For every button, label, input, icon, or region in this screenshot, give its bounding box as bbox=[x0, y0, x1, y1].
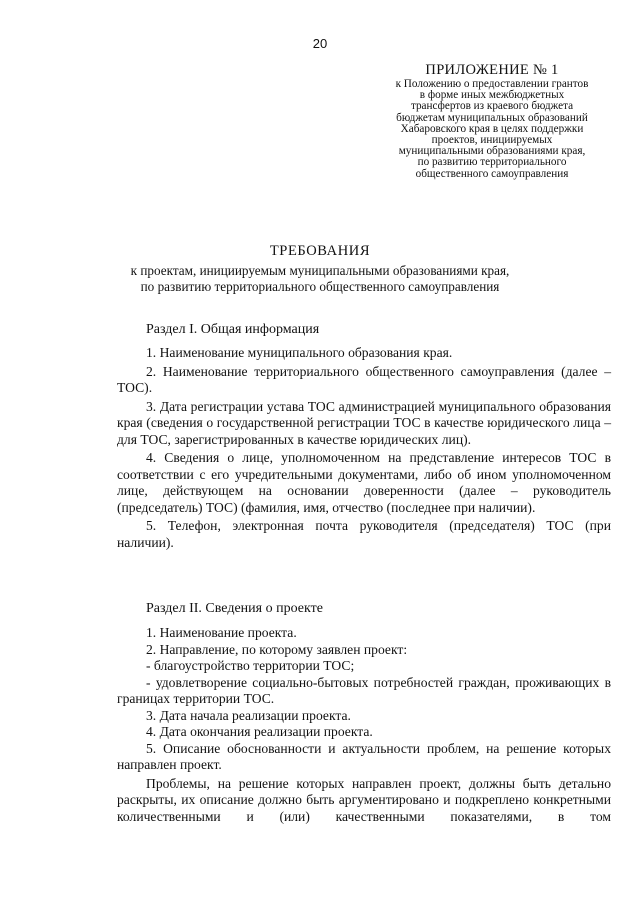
appendix-line: бюджетам муниципальных образований bbox=[396, 111, 588, 124]
appendix-line: Хабаровского края в целях поддержки bbox=[400, 122, 584, 135]
appendix-title: ПРИЛОЖЕНИЕ № 1 bbox=[425, 62, 559, 78]
subtitle-line: по развитию территориального общественного самоуправления bbox=[140, 278, 500, 294]
appendix-line: общественного самоуправления bbox=[415, 167, 569, 180]
page-number: 20 bbox=[312, 36, 328, 51]
appendix-line: трансфертов из краевого бюджета bbox=[410, 100, 574, 113]
list-item: 3. Дата регистрации устава ТОС администрацией муниципального образования края (сведения о государственной регистрации ТОС в качестве юридического лица – для ТОС, зарегистрированных в качестве юридических лиц). bbox=[117, 398, 611, 447]
list-item: 2. Направление, по которому заявлен проект: bbox=[146, 641, 408, 657]
list-item: 1. Наименование муниципального образования края. bbox=[146, 345, 453, 360]
list-item: 1. Наименование проекта. bbox=[146, 625, 297, 640]
section-2-heading: Раздел II. Сведения о проекте bbox=[146, 601, 323, 616]
appendix-line: муниципальными образованиями края, bbox=[398, 145, 586, 158]
list-item: 4. Дата окончания реализации проекта. bbox=[146, 724, 373, 739]
list-item: 3. Дата начала реализации проекта. bbox=[146, 707, 351, 723]
appendix-line: проектов, инициируемых bbox=[431, 134, 553, 147]
list-item: Проблемы, на решение которых направлен проект, должны быть детально раскрыты, их описание должно быть аргументировано и подкреплено конкретными количественными и (или) качественными показателями, в том bbox=[117, 775, 611, 824]
section-1-heading: Раздел I. Общая информация bbox=[146, 322, 320, 337]
section-2-body bbox=[117, 625, 611, 825]
list-item: 4. Сведения о лице, уполномоченном на представление интересов ТОС в соответствии с его учредительными документами, либо об ином уполномоченном лице, действующем на основании доверенности (далее – руководитель (председатель) ТОС) (фамилия, имя, отчество (последнее при наличии). bbox=[117, 450, 611, 515]
list-item: 5. Описание обоснованности и актуальности проблем, на решение которых направлен проект. bbox=[117, 740, 611, 772]
document-title: ТРЕБОВАНИЯ bbox=[269, 243, 371, 259]
list-item: - удовлетворение социально-бытовых потребностей граждан, проживающих в границах территории ТОС. bbox=[117, 674, 611, 706]
document-subtitle bbox=[0, 263, 640, 294]
list-item: 5. Телефон, электронная почта руководителя (председателя) ТОС (при наличии). bbox=[117, 518, 611, 550]
section-1-body bbox=[117, 345, 611, 551]
subtitle-line: к проектам, инициируемым муниципальными образованиями края, bbox=[130, 263, 510, 278]
appendix-line: к Положению о предоставлении грантов bbox=[395, 78, 589, 90]
list-item: - благоустройство территории ТОС; bbox=[146, 658, 355, 673]
list-item: 2. Наименование территориального общественного самоуправления (далее – ТОС). bbox=[117, 363, 611, 395]
appendix-line: в форме иных межбюджетных bbox=[419, 89, 565, 102]
appendix-line: по развитию территориального bbox=[417, 156, 567, 169]
appendix-header bbox=[378, 62, 606, 180]
